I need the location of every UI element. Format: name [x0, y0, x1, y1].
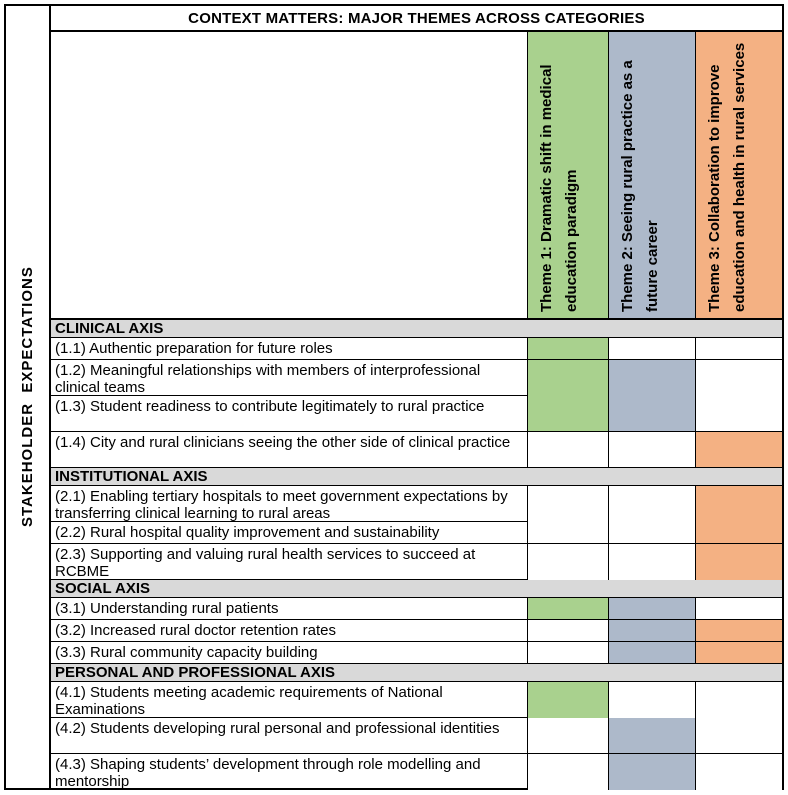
matrix-cell-1-3-theme2	[608, 396, 695, 431]
matrix-cell-2-3-theme1	[527, 544, 608, 580]
matrix-cell-4-2-theme2	[608, 718, 695, 753]
matrix-cell-4-3-theme3	[695, 754, 782, 790]
matrix-cell-3-3-theme1	[527, 642, 608, 663]
stakeholder-expectations-strip	[6, 6, 51, 788]
theme-1-label: Theme 1: Dramatic shift in medical education paradigm	[538, 64, 580, 312]
theme-header-row	[51, 32, 782, 320]
section-header-institutional-axis: INSTITUTIONAL AXIS	[51, 468, 782, 486]
row-2-2	[51, 522, 782, 544]
row-4-3	[51, 754, 782, 788]
section-header-personal-professional-axis: PERSONAL AND PROFESSIONAL AXIS	[51, 664, 782, 682]
matrix-cell-2-1-theme2	[608, 486, 695, 522]
themes-matrix-figure	[4, 4, 784, 790]
matrix-cell-3-1-theme1	[527, 598, 608, 619]
empty-corner-cell	[51, 32, 527, 318]
row-label: (3.3) Rural community capacity building	[55, 644, 318, 661]
row-3-2	[51, 620, 782, 642]
matrix-cell-1-2-theme2	[608, 360, 695, 396]
matrix-cell-1-4-theme3	[695, 432, 782, 467]
matrix-cell-2-3-theme3	[695, 544, 782, 580]
matrix-cell-1-1-theme1	[527, 338, 608, 359]
row-label: (4.2) Students developing rural personal and professional identities	[55, 720, 500, 737]
matrix-cell-1-4-theme2	[608, 432, 695, 467]
matrix-cell-1-2-theme1	[527, 360, 608, 396]
row-label: (2.1) Enabling tertiary hospitals to meet government expectations by transferring clinical learning to rural areas	[55, 488, 508, 522]
row-label: (3.1) Understanding rural patients	[55, 600, 279, 617]
row-label: (4.1) Students meeting academic requirements of National Examinations	[55, 684, 443, 718]
matrix-cell-4-3-theme2	[608, 754, 695, 790]
row-3-3	[51, 642, 782, 664]
row-2-3	[51, 544, 782, 580]
section-header-social-axis: SOCIAL AXIS	[51, 580, 782, 598]
matrix-cell-2-1-theme3	[695, 486, 782, 522]
matrix-cell-3-2-theme3	[695, 620, 782, 641]
matrix-cell-1-1-theme3	[695, 338, 782, 359]
matrix-table	[51, 6, 782, 788]
row-label: (2.2) Rural hospital quality improvement and sustainability	[55, 524, 440, 541]
theme-2-label: Theme 2: Seeing rural practice as a future career	[619, 60, 661, 312]
figure-title: CONTEXT MATTERS: MAJOR THEMES ACROSS CATEGORIES	[51, 6, 782, 32]
row-label: (1.1) Authentic preparation for future roles	[55, 340, 333, 357]
section-header-clinical-axis: CLINICAL AXIS	[51, 320, 782, 338]
matrix-cell-1-2-theme3	[695, 360, 782, 396]
row-label: (1.4) City and rural clinicians seeing the other side of clinical practice	[55, 434, 511, 451]
stakeholder-expectations-label: STAKEHOLDER EXPECTATIONS	[19, 266, 36, 528]
row-4-2	[51, 718, 782, 754]
row-1-3	[51, 396, 782, 432]
row-label: (1.2) Meaningful relationships with members of interprofessional clinical teams	[55, 362, 481, 396]
matrix-cell-2-3-theme2	[608, 544, 695, 580]
row-label: (4.3) Shaping students’ development through role modelling and mentorship	[55, 756, 481, 790]
matrix-cell-1-3-theme3	[695, 396, 782, 431]
matrix-cell-2-2-theme1	[527, 522, 608, 543]
matrix-cell-4-1-theme3	[695, 682, 782, 718]
matrix-cell-2-2-theme3	[695, 522, 782, 543]
matrix-cell-4-1-theme2	[608, 682, 695, 718]
matrix-cell-3-2-theme2	[608, 620, 695, 641]
matrix-cell-4-1-theme1	[527, 682, 608, 718]
matrix-cell-4-2-theme1	[527, 718, 608, 753]
row-3-1	[51, 598, 782, 620]
matrix-cell-3-3-theme3	[695, 642, 782, 663]
theme-3-label: Theme 3: Collaboration to improve education and health in rural services	[706, 42, 748, 312]
matrix-cell-2-1-theme1	[527, 486, 608, 522]
row-label: (2.3) Supporting and valuing rural health services to succeed at RCBME	[55, 546, 476, 580]
row-label: (3.2) Increased rural doctor retention rates	[55, 622, 336, 639]
row-1-2	[51, 360, 782, 396]
theme-3-header	[695, 32, 782, 318]
matrix-cell-4-3-theme1	[527, 754, 608, 790]
matrix-cell-3-1-theme2	[608, 598, 695, 619]
row-2-1	[51, 486, 782, 522]
row-1-1	[51, 338, 782, 360]
matrix-cell-1-4-theme1	[527, 432, 608, 467]
matrix-cell-1-1-theme2	[608, 338, 695, 359]
matrix-cell-3-1-theme3	[695, 598, 782, 619]
matrix-cell-3-3-theme2	[608, 642, 695, 663]
matrix-cell-2-2-theme2	[608, 522, 695, 543]
matrix-cell-4-2-theme3	[695, 718, 782, 753]
theme-2-header	[608, 32, 695, 318]
matrix-cell-3-2-theme1	[527, 620, 608, 641]
matrix-cell-1-3-theme1	[527, 396, 608, 431]
theme-1-header	[527, 32, 608, 318]
row-1-4	[51, 432, 782, 468]
row-label: (1.3) Student readiness to contribute legitimately to rural practice	[55, 398, 485, 415]
row-4-1	[51, 682, 782, 718]
